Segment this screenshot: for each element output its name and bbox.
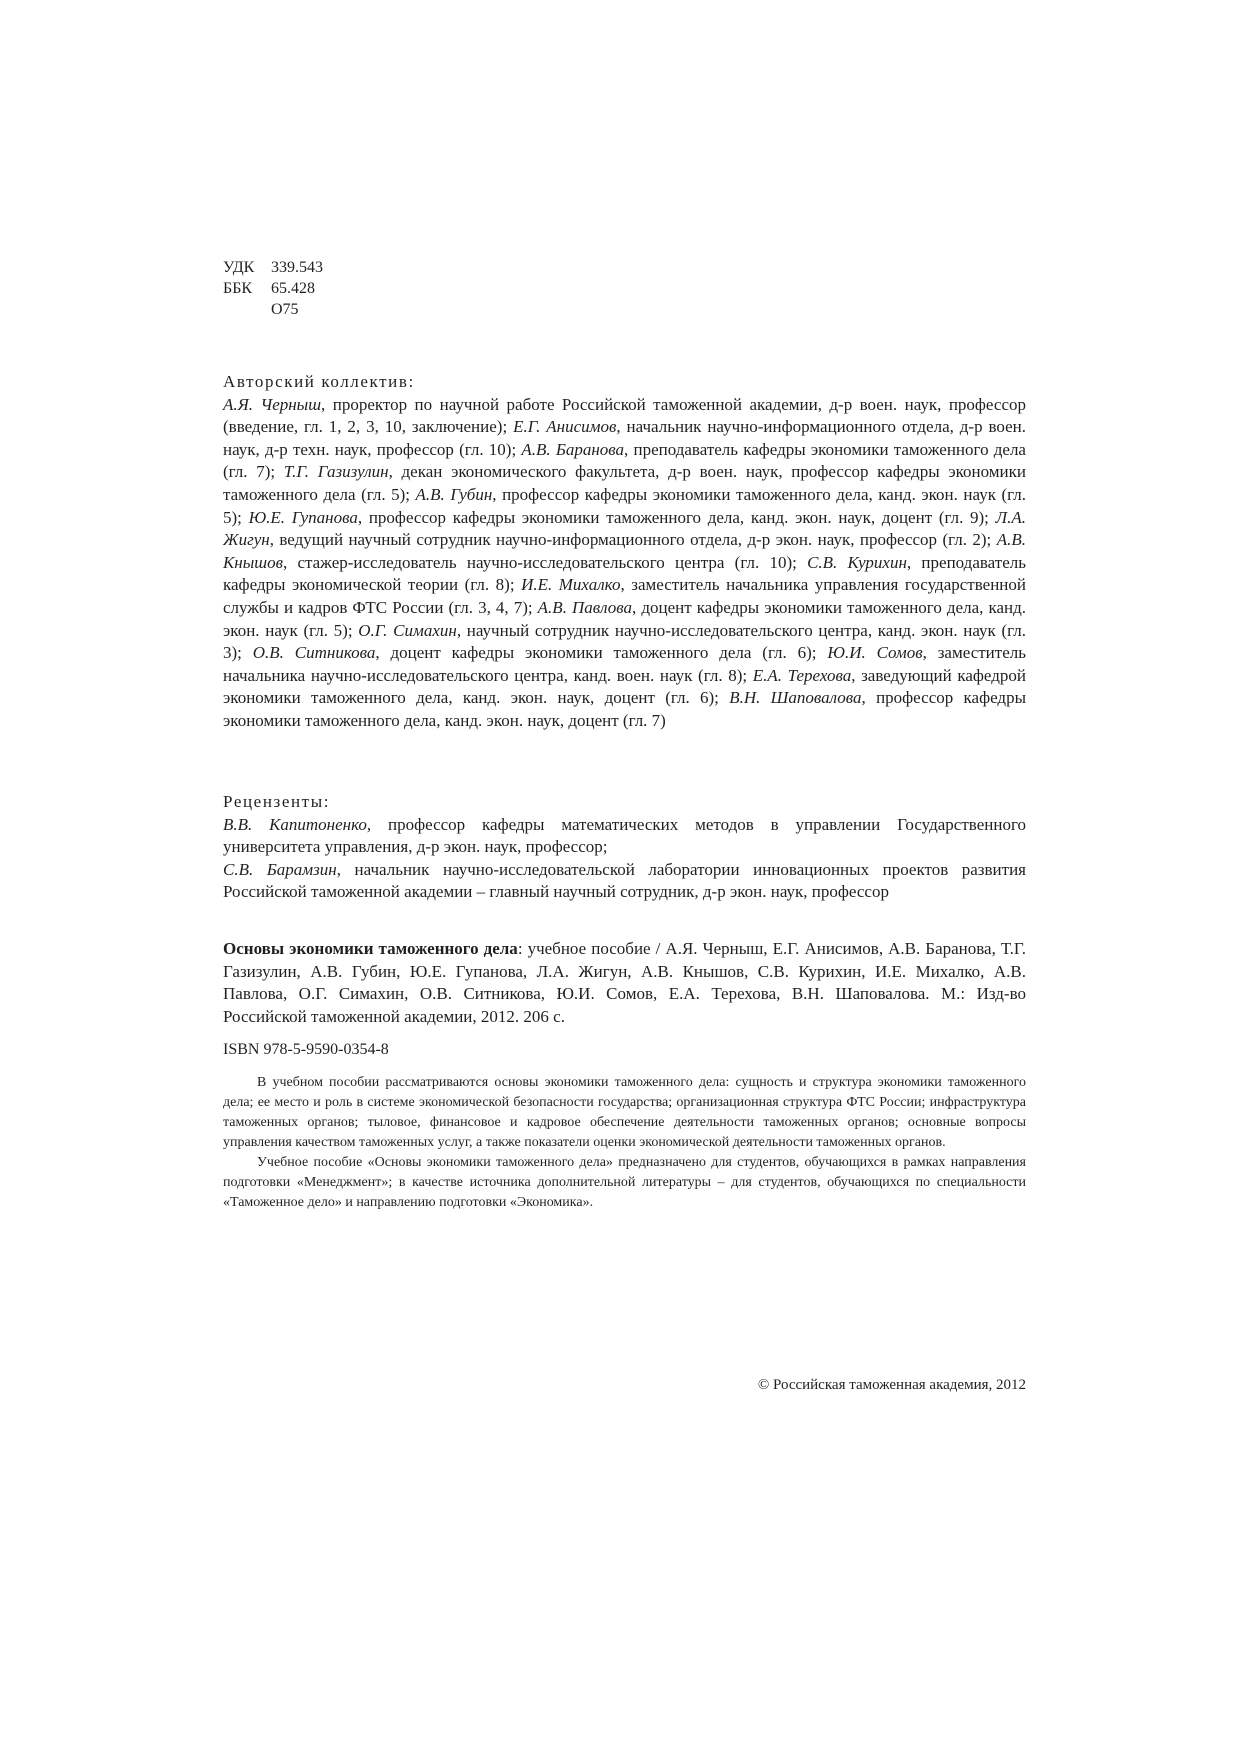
author-role: , профессор кафедры экономики таможенного дела, канд. экон. наук, доцент (гл. 9); [357,507,996,527]
author-name: О.В. Ситникова [252,643,376,663]
author-name: С.В. Курихин [807,552,907,572]
bbk-row [223,278,323,299]
abstract-paragraph: В учебном пособии рассматриваются основы экономики таможенного дела: сущность и структура экономики таможенного дела; ее место и роль в системе экономической безопасности государства; организационная структура ФТС России; инфраструктура таможенных органов; тыловое, финансовое и кадровое обеспечение деятельности таможенных органов; основные вопросы управления качеством таможенных услуг, а также показатели оценки экономической деятельности таможенных органов. [223,1075,1026,1150]
author-name: В.Н. Шаповалова [729,688,862,708]
author-role: , доцент кафедры экономики таможенного дела (гл. 6); [375,643,828,663]
isbn: ISBN 978-5-9590-0354-8 [223,1041,389,1058]
author-role: , преподаватель кафедры экономики таможенного дела (гл. 7); [223,439,1026,482]
author-role: , научный сотрудник научно-исследовательского центра, канд. экон. наук (гл. 3); [223,620,1027,663]
author-role: , заместитель начальника управления государственной службы и кадров ФТС России (гл. 3, 4, 7); [223,575,1026,617]
author-name: А.В. Губин [415,484,493,504]
reviewer-entry [223,859,1026,904]
book-title: Основы экономики таможенного дела [223,939,518,958]
author-role: , преподаватель кафедры экономической теории (гл. 8); [223,552,1026,595]
author-name: И.Е. Михалко [521,575,621,595]
author-name: А.В. Павлова [537,597,633,617]
author-role: , декан экономического факультета, д-р воен. наук, профессор кафедры экономики таможенного дела (гл. 5); [223,462,1027,504]
reviewer-role: , начальник научно-исследовательской лаборатории инновационных проектов развития Российской таможенной академии – главный научный сотрудник, д-р экон. наук, профессор [223,859,1026,902]
authors-heading: Авторский коллектив: [223,372,415,391]
reviewer-entry [223,814,1026,859]
bbk-label: ББК [223,280,253,297]
author-role: , проректор по научной работе Российской таможенной академии, д-р воен. наук, профессор (введение, гл. 1, 2, 3, 10, заключение); [223,394,1026,437]
author-role: , доцент кафедры экономики таможенного дела, канд. экон. наук (гл. 5); [223,597,1026,640]
bbk-value: 65.428 [271,280,315,297]
abstract [223,1073,1026,1213]
author-name: Е.Г. Анисимов [513,417,617,437]
author-name: А.Я. Черныш [223,394,322,414]
bibliographic-citation [223,938,1026,1028]
udk-label: УДК [223,259,255,276]
author-name: А.В. Кнышов [223,530,1026,572]
author-role: , заведующий кафедрой экономики таможенного дела, канд. экон. наук, доцент (гл. 6); [223,665,1026,708]
classification-codes [223,257,323,320]
authors-section [223,371,1026,733]
reviewers-heading: Рецензенты: [223,792,331,811]
author-name: Е.А. Терехова [752,665,852,685]
authors-list [223,394,1026,733]
author-role: , профессор кафедры экономики таможенного дела, канд. экон. наук (гл. 5); [223,484,1026,527]
author-name: О.Г. Симахин [358,620,457,640]
author-name: А.В. Баранова [521,439,625,459]
author-role: , стажер-исследователь научно-исследовательского центра (гл. 10); [282,552,808,572]
citation-details: : учебное пособие / А.Я. Черныш, Е.Г. Анисимов, А.В. Баранова, Т.Г. Газизулин, А.В. Губин, Ю.Е. Гупанова, Л.А. Жигун, А.В. Кнышов, С.В. Курихин, И.Е. Михалко, А.В. Павлова, О.Г. Симахин, О.В. Ситникова, Ю.И. Сомов, Е.А. Терехова, В.Н. Шаповалова. М.: Изд-во Российской таможенной академии, 2012. 206 с. [223,939,1027,1026]
copyright: © Российская таможенная академия, 2012 [757,1377,1026,1393]
author-role: , начальник научно-информационного отдела, д-р воен. наук, д-р техн. наук, профессор (гл. 10); [223,417,1026,459]
reviewers-section [223,791,1026,904]
reviewer-role: профессор кафедры математических методов в управлении Государственного университета управления, д-р экон. наук, профессор; [223,814,1026,857]
author-role: , заместитель начальника научно-исследовательского центра, канд. воен. наук (гл. 8); [223,643,1026,685]
abstract-paragraph: Учебное пособие «Основы экономики таможенного дела» предназначено для студентов, обучающихся в рамках направления подготовки «Менеджмент»; в качестве источника дополнительной литературы – для студентов, обучающихся по специальности «Таможенное дело» и направлению подготовки «Экономика». [223,1155,1026,1210]
author-role: , профессор кафедры экономики таможенного дела, канд. экон. наук, доцент (гл. 7) [223,688,1026,730]
author-sign-row [223,299,323,320]
udk-value: 339.543 [271,259,323,276]
reviewer-name: С.В. Барамзин [223,859,337,879]
reviewer-name: В.В. Капитоненко, [223,814,372,834]
author-name: Ю.И. Сомов [827,643,923,663]
author-name: Т.Г. Газизулин [283,462,389,482]
author-sign: О75 [271,301,299,318]
author-name: Л.А. Жигун [223,507,1026,550]
udk-row [223,257,323,278]
author-name: Ю.Е. Гупанова [248,507,358,527]
author-role: , ведущий научный сотрудник научно-информационного отдела, д-р экон. наук, профессор (гл. 2); [269,530,997,550]
